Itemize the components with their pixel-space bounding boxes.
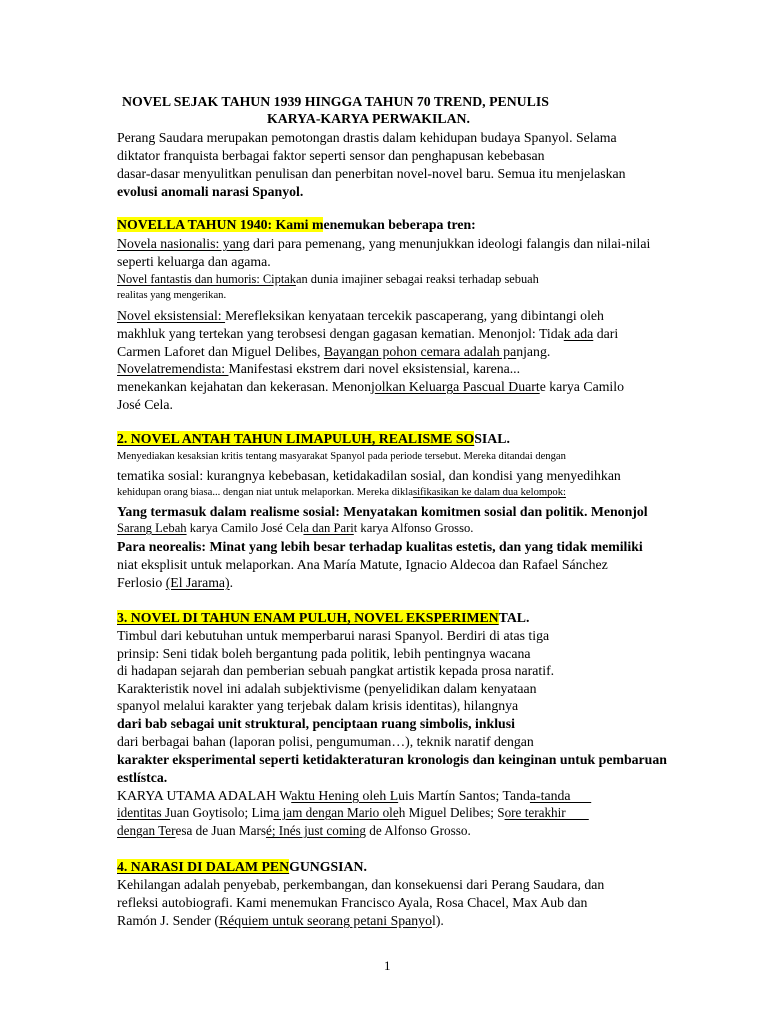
- page-number: 1: [384, 958, 391, 973]
- s1-line-a2: seperti keluarga dan agama.: [117, 254, 271, 269]
- s1-line-c1: Novel eksistensial: Merefleksikan kenyataan tercekik pascaperang, yang dibintangi oleh: [117, 308, 604, 323]
- s3-line-6: dari bab sebagai unit struktural, penciptaan ruang simbolis, inklusi: [117, 716, 515, 731]
- s1-line-a1: Novela nasionalis: yang dari para pemenang, yang menunjukkan ideologi falangis dan nilai-nilai: [117, 236, 651, 251]
- s1-line-b1: Novel fantastis dan humoris: Ciptakan dunia imajiner sebagai reaksi terhadap sebuah: [117, 272, 539, 286]
- s4-line-1: Kehilangan adalah penyebab, perkembangan, dan konsekuensi dari Perang Saudara, dan: [117, 877, 605, 892]
- section-3-heading: 3. NOVEL DI TAHUN ENAM PULUH, NOVEL EKSPERIMENTAL.: [117, 610, 530, 625]
- intro-line-4: evolusi anomali narasi Spanyol.: [117, 184, 304, 199]
- s4-line-2: refleksi autobiografi. Kami menemukan Francisco Ayala, Rosa Chacel, Max Aub dan: [117, 895, 588, 910]
- section-2-heading: 2. NOVEL ANTAH TAHUN LIMAPULUH, REALISME SOSIAL.: [117, 431, 510, 446]
- s3-line-9: estlístca.: [117, 770, 168, 785]
- s2-line-3: kehidupan orang biasa... dengan niat untuk melaporkan. Mereka diklasifikasikan ke dalam dua kelompok:: [117, 487, 566, 498]
- s3-line-5: spanyol melalui karakter yang terjebak dalam krisis identitas), hilangnya: [117, 698, 519, 713]
- title-line-1: NOVEL SEJAK TAHUN 1939 HINGGA TAHUN 70 TREND, PENULIS: [122, 94, 549, 109]
- s2-line-6: Para neorealis: Minat yang lebih besar terhadap kualitas estetis, dan yang tidak memiliki: [117, 539, 643, 554]
- s3-line-2: prinsip: Seni tidak boleh bergantung pada politik, lebih pentingnya wacana: [117, 646, 531, 661]
- s3-line-10: KARYA UTAMA ADALAH Waktu Hening oleh Luis Martín Santos; Tanda-tanda: [117, 788, 592, 803]
- s3-line-1: Timbul dari kebutuhan untuk memperbarui narasi Spanyol. Berdiri di atas tiga: [117, 628, 550, 643]
- s1-line-c3: Carmen Laforet dan Miguel Delibes, Bayangan pohon cemara adalah panjang.: [117, 344, 551, 359]
- s1-line-d3: José Cela.: [117, 397, 173, 412]
- s1-line-d1: Novelatremendista: Manifestasi ekstrem dari novel eksistensial, karena...: [117, 361, 521, 376]
- s2-line-2: tematika sosial: kurangnya kebebasan, ketidakadilan sosial, dan kondisi yang menyedihkan: [117, 468, 621, 483]
- s2-line-8: Ferlosio (El Jarama).: [117, 575, 234, 590]
- s1-line-d2: menekankan kejahatan dan kekerasan. Menonjolkan Keluarga Pascual Duarte karya Camilo: [117, 379, 624, 394]
- s3-line-8: karakter eksperimental seperti ketidakteraturan kronologis dan keinginan untuk pembaruan: [117, 752, 667, 767]
- s2-line-5: Sarang Lebah karya Camilo José Cela dan Parit karya Alfonso Grosso.: [117, 521, 474, 535]
- heading-highlight: NOVELLA TAHUN 1940: Kami m: [117, 217, 324, 232]
- s3-line-11: identitas Juan Goytisolo; Lima jam dengan Mario oleh Miguel Delibes; Sore terakhir: [117, 805, 589, 820]
- intro-line-2: diktator franquista berbagai faktor seperti sensor dan penghapusan kebebasan: [117, 148, 545, 163]
- s2-line-7: niat eksplisit untuk melaporkan. Ana María Matute, Ignacio Aldecoa dan Rafael Sánchez: [117, 557, 608, 572]
- title-line-2: KARYA-KARYA PERWAKILAN.: [267, 111, 470, 126]
- section-1-heading: NOVELLA TAHUN 1940: Kami menemukan beberapa tren:: [117, 217, 476, 232]
- s4-line-3: Ramón J. Sender (Réquiem untuk seorang petani Spanyol).: [117, 913, 444, 928]
- s1-line-c2: makhluk yang tertekan yang terobsesi dengan gagasan kematian. Menonjol: Tidak ada dari: [117, 326, 619, 341]
- s2-line-4: Yang termasuk dalam realisme sosial: Menyatakan komitmen sosial dan politik. Menonjol: [117, 504, 648, 519]
- section-4-heading: 4. NARASI DI DALAM PENGUNGSIAN.: [117, 859, 367, 874]
- s3-line-3: di hadapan sejarah dan pemberian sebuah pangkat artistik kepada prosa naratif.: [117, 663, 555, 678]
- intro-line-3: dasar-dasar menyulitkan penulisan dan penerbitan novel-novel baru. Semua itu menjelaskan: [117, 166, 626, 181]
- s3-line-4: Karakteristik novel ini adalah subjektivisme (penyelidikan dalam kenyataan: [117, 681, 537, 696]
- s2-line-1: Menyediakan kesaksian kritis tentang masyarakat Spanyol pada periode tersebut. Mereka ditandai dengan: [117, 451, 566, 462]
- heading-highlight: 3. NOVEL DI TAHUN ENAM PULUH, NOVEL EKSPERIMEN: [117, 610, 499, 625]
- s3-line-12: dengan Teresa de Juan Marsé; Inés just coming de Alfonso Grosso.: [117, 823, 471, 838]
- s1-line-b2: realitas yang mengerikan.: [117, 290, 227, 301]
- intro-line-1: Perang Saudara merupakan pemotongan drastis dalam kehidupan budaya Spanyol. Selama: [117, 130, 617, 145]
- s3-line-7: dari berbagai bahan (laporan polisi, pengumuman…), teknik naratif dengan: [117, 734, 534, 749]
- heading-highlight: 4. NARASI DI DALAM PEN: [117, 859, 290, 874]
- heading-highlight: 2. NOVEL ANTAH TAHUN LIMAPULUH, REALISME SO: [117, 431, 475, 446]
